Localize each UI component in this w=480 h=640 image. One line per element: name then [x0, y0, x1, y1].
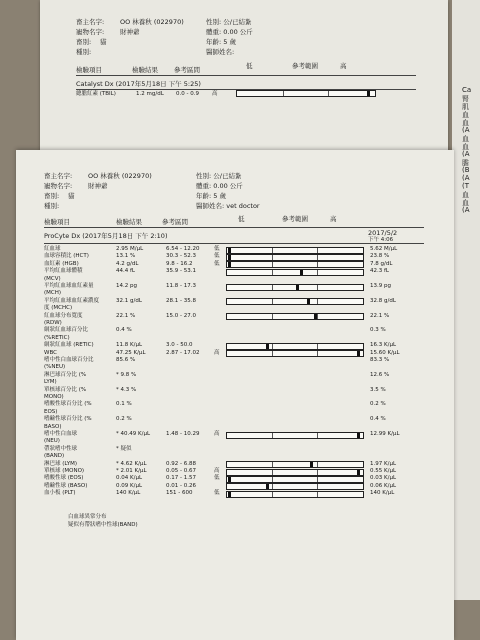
row-previous-result: 0.2 % — [370, 401, 386, 408]
row-name: (NEU) — [44, 438, 60, 445]
row-ref: 3.0 - 50.0 — [166, 342, 193, 349]
range-bar — [226, 491, 364, 498]
breed-label: 種別: — [76, 48, 92, 56]
owner-label: 畜主名字: — [76, 18, 105, 26]
weight-text: 體重: 0.00 公斤 — [196, 182, 243, 190]
row-ref: 30.3 - 52.3 — [166, 253, 196, 260]
row-name: (MCH) — [44, 290, 62, 297]
row-name: 網狀紅血球百分比 — [44, 327, 89, 334]
species-value: 貓 — [100, 38, 107, 46]
row-previous-result: 5.62 M/µL — [370, 246, 398, 252]
row-name: 平均紅血球血紅素量 — [44, 283, 94, 289]
side-report-fragment: 血 — [462, 143, 469, 151]
row-result: * 40.49 K/µL — [116, 431, 151, 437]
range-bar — [226, 298, 364, 305]
row-result: * 9.8 % — [116, 371, 137, 378]
row-name: (%RETIC) — [44, 334, 70, 341]
sex-text: 性別: 公/已結紮 — [196, 172, 242, 180]
sex-text: 性別: 公/已結紮 — [206, 18, 252, 26]
col-result-header: 檢驗結果 — [116, 218, 142, 226]
species-label: 畜別: — [44, 192, 60, 200]
col-item-header: 檢驗項目 — [76, 66, 102, 74]
range-bar — [226, 261, 364, 268]
row-name: (%NEU) — [44, 364, 66, 371]
row-name: 平均紅血球血紅素濃度 — [44, 297, 100, 304]
row-name: 嗜酸性球 (EOS) — [44, 475, 84, 482]
col-normal-header: 參考範圍 — [282, 215, 308, 223]
row-flag: 低 — [214, 246, 220, 252]
row-ref: 0.05 - 0.67 — [166, 468, 196, 474]
col-ref-header: 參考區間 — [162, 218, 188, 226]
pet-label: 寵物名字: — [44, 182, 73, 190]
row-name: 紅血球 — [44, 246, 61, 252]
row-result: 14.2 pg — [116, 283, 137, 289]
row-name: 淋巴球百分比 (% — [44, 371, 87, 378]
row-result: 0.09 K/µL — [116, 482, 143, 489]
header-rule — [44, 227, 424, 228]
row-ref: 0.92 - 6.88 — [166, 460, 196, 467]
range-bar — [226, 254, 364, 261]
side-report-fragment: (B — [462, 166, 470, 174]
row-previous-result: 83.3 % — [370, 357, 390, 363]
row-flag: 高 — [214, 431, 220, 437]
previous-time: 下午 4:06 — [368, 237, 394, 243]
row-flag: 低 — [214, 253, 220, 260]
row-name: 紅血球分布寬度 — [44, 312, 83, 319]
row-previous-result: 13.9 pg — [370, 283, 391, 289]
species-value: 貓 — [68, 192, 75, 200]
col-ref-header: 參考區間 — [174, 66, 200, 74]
row-name: (MCV) — [44, 275, 61, 282]
row-ref: 1.48 - 10.29 — [166, 431, 200, 437]
row-previous-result: 0.03 K/µL — [370, 475, 397, 482]
range-bar — [226, 269, 364, 276]
vet-text: 醫師姓名: — [206, 48, 235, 56]
row-previous-result: 7.8 g/dL — [370, 260, 393, 267]
range-marker — [228, 477, 231, 482]
side-report-fragment: (A — [462, 206, 470, 214]
row-ref: 28.1 - 35.8 — [166, 297, 196, 304]
range-bar — [236, 90, 376, 97]
range-bar — [226, 432, 364, 439]
row-name: 血小板 (PLT) — [44, 490, 76, 497]
note-band-suspected: 疑似有帶狀嗜中性球(BAND) — [68, 522, 138, 528]
range-marker — [296, 285, 299, 290]
side-report-fragment: 血 — [462, 191, 469, 199]
range-marker — [300, 270, 303, 275]
range-marker — [310, 462, 313, 467]
row-result: 0.04 K/µL — [116, 475, 143, 482]
species-label: 畜別: — [76, 38, 92, 46]
owner-value: OO 林養秋 (022970) — [88, 172, 152, 180]
range-bar — [226, 284, 364, 291]
range-bar — [226, 483, 364, 490]
row-result: 140 K/µL — [116, 490, 141, 497]
pet-value: 財神爺 — [88, 182, 108, 190]
row-name: 嗜鹼性球 (BASO) — [44, 482, 88, 489]
row-previous-result: 12.6 % — [370, 371, 390, 378]
side-report-fragment: 膽 — [462, 159, 469, 167]
row-ref: 0.0 - 0.9 — [176, 91, 199, 97]
row-previous-result: 23.8 % — [370, 253, 390, 260]
row-previous-result: 22.1 % — [370, 312, 390, 319]
age-text: 年齡: 5 歲 — [196, 192, 226, 200]
row-name: 總膽紅素 (TBIL) — [76, 91, 116, 97]
row-name: LYM) — [44, 379, 57, 386]
row-flag: 高 — [214, 349, 220, 356]
row-name: (BAND) — [44, 453, 65, 460]
row-name: 度 (MCHC) — [44, 305, 73, 312]
row-result: 44.4 fL — [116, 268, 135, 275]
row-previous-result: 42.3 fL — [370, 268, 389, 275]
col-result-header: 檢驗結果 — [132, 66, 158, 74]
side-report-fragment: 血 — [462, 111, 469, 119]
row-name: WBC — [44, 349, 57, 356]
row-result: 0.2 % — [116, 416, 132, 423]
row-result: * 疑似 — [116, 445, 132, 452]
row-result: 4.2 g/dL — [116, 260, 139, 267]
row-ref: 0.17 - 1.57 — [166, 475, 196, 482]
row-previous-result: 0.3 % — [370, 327, 386, 334]
row-ref: 35.9 - 53.1 — [166, 268, 196, 275]
row-ref: 0.01 - 0.26 — [166, 482, 196, 489]
row-flag: 低 — [214, 475, 220, 482]
range-bar — [226, 350, 364, 357]
col-high-header: 高 — [330, 215, 337, 223]
side-report-page — [452, 0, 480, 600]
row-name: MONO) — [44, 394, 64, 400]
row-name: 帶狀嗜中性球 — [44, 445, 78, 452]
row-name: 網狀紅血球 (RETIC) — [44, 342, 94, 349]
side-report-fragment: (A — [462, 126, 470, 134]
range-marker — [357, 433, 360, 438]
row-flag: 高 — [212, 91, 218, 97]
owner-value: OO 林養秋 (022970) — [120, 18, 184, 26]
owner-label: 畜主名字: — [44, 172, 73, 180]
row-name: 嗜酸性球百分比 (% — [44, 401, 92, 408]
row-flag: 低 — [214, 260, 220, 267]
age-text: 年齡: 5 歲 — [206, 38, 236, 46]
range-marker — [228, 262, 231, 267]
pet-value: 財神爺 — [120, 28, 140, 36]
row-name: BASO) — [44, 423, 62, 430]
row-result: 2.95 M/µL — [116, 246, 144, 252]
range-bar — [226, 476, 364, 483]
side-report-fragment: (A — [462, 150, 470, 158]
row-result: 0.1 % — [116, 401, 132, 408]
range-bar — [226, 343, 364, 350]
row-name: 平均紅血球體積 — [44, 268, 83, 275]
row-previous-result: 15.60 K/µL — [370, 349, 400, 356]
col-high-header: 高 — [340, 62, 347, 70]
side-report-fragment: (T — [462, 182, 470, 190]
row-name: EOS) — [44, 408, 58, 415]
row-name: (RDW) — [44, 320, 62, 326]
range-marker — [228, 255, 231, 260]
section-title: ProCyte Dx (2017年5月18日 下午 2:10) — [44, 232, 168, 240]
row-result: * 2.01 K/µL — [116, 468, 147, 474]
row-result: 13.1 % — [116, 253, 136, 260]
range-marker — [266, 484, 269, 489]
row-previous-result: 140 K/µL — [370, 490, 395, 497]
row-ref: 6.54 - 12.20 — [166, 246, 200, 252]
range-marker — [266, 344, 269, 349]
row-name: 單核球 (MONO) — [44, 468, 85, 474]
row-previous-result: 32.8 g/dL — [370, 297, 396, 304]
row-name: 血紅素 (HGB) — [44, 260, 79, 267]
row-result: 11.8 K/µL — [116, 342, 143, 349]
row-ref: 151 - 600 — [166, 490, 193, 497]
row-ref: 2.87 - 17.02 — [166, 349, 200, 356]
range-bar — [226, 469, 364, 476]
side-report-fragment: 血 — [462, 119, 469, 127]
col-normal-header: 參考範圍 — [292, 62, 318, 70]
side-report-fragment: Ca — [462, 86, 472, 94]
side-report-fragment: (A — [462, 174, 470, 182]
range-bar — [226, 247, 364, 254]
row-result: 85.6 % — [116, 357, 136, 363]
range-marker — [357, 351, 360, 356]
row-name: 嗜鹼性球百分比 (% — [44, 416, 92, 423]
row-previous-result: 3.5 % — [370, 386, 386, 393]
row-ref: 9.8 - 16.2 — [166, 260, 193, 267]
row-name: 嗜中性白血球 — [44, 431, 78, 437]
row-flag: 低 — [214, 490, 220, 497]
range-marker — [228, 492, 231, 497]
side-report-fragment: 腎 — [462, 95, 469, 103]
section-title: Catalyst Dx (2017年5月18日 下午 5:25) — [76, 80, 201, 88]
row-name: 血球容積比 (HCT) — [44, 253, 89, 260]
row-result: 47.25 K/µL — [116, 349, 146, 356]
row-result: 32.1 g/dL — [116, 297, 142, 304]
range-bar — [226, 313, 364, 320]
row-previous-result: 1.97 K/µL — [370, 460, 397, 467]
section-rule — [44, 243, 424, 244]
row-name: 嗜中性白血球百分比 — [44, 357, 94, 363]
row-previous-result: 12.99 K/µL — [370, 431, 400, 437]
row-previous-result: 0.06 K/µL — [370, 482, 397, 489]
range-marker — [314, 314, 317, 319]
range-marker — [307, 299, 310, 304]
col-item-header: 檢驗項目 — [44, 218, 70, 226]
note-abnormal-distribution: 白血球異常分布 — [68, 514, 107, 520]
row-ref: 15.0 - 27.0 — [166, 312, 196, 319]
header-rule — [76, 75, 416, 76]
row-ref: 11.8 - 17.3 — [166, 283, 196, 289]
row-result: 0.4 % — [116, 327, 132, 334]
row-previous-result: 0.55 K/µL — [370, 468, 397, 474]
row-result: 1.2 mg/dL — [136, 91, 164, 97]
range-marker — [367, 91, 370, 96]
pet-label: 寵物名字: — [76, 28, 105, 36]
row-previous-result: 16.3 K/µL — [370, 342, 397, 349]
breed-label: 種別: — [44, 202, 60, 210]
side-report-fragment: 血 — [462, 199, 469, 207]
row-result: * 4.3 % — [116, 386, 137, 393]
row-name: 單核球百分比 (% — [44, 386, 87, 393]
vet-text: 醫師姓名: vet doctor — [196, 202, 260, 210]
back-report-page — [40, 0, 448, 150]
weight-text: 體重: 0.00 公斤 — [206, 28, 253, 36]
main-report-page — [16, 150, 454, 640]
range-marker — [228, 248, 231, 253]
range-marker — [357, 470, 360, 475]
col-low-header: 低 — [238, 215, 245, 223]
previous-date: 2017/5/2 — [368, 229, 398, 237]
row-result: 22.1 % — [116, 312, 136, 319]
row-result: * 4.62 K/µL — [116, 460, 147, 467]
row-name: 淋巴球 (LYM) — [44, 460, 77, 467]
range-bar — [226, 461, 364, 468]
side-report-fragment: 肌 — [462, 103, 469, 111]
col-low-header: 低 — [246, 62, 253, 70]
side-report-fragment: 血 — [462, 135, 469, 143]
row-previous-result: 0.4 % — [370, 416, 386, 423]
row-flag: 高 — [214, 468, 220, 474]
